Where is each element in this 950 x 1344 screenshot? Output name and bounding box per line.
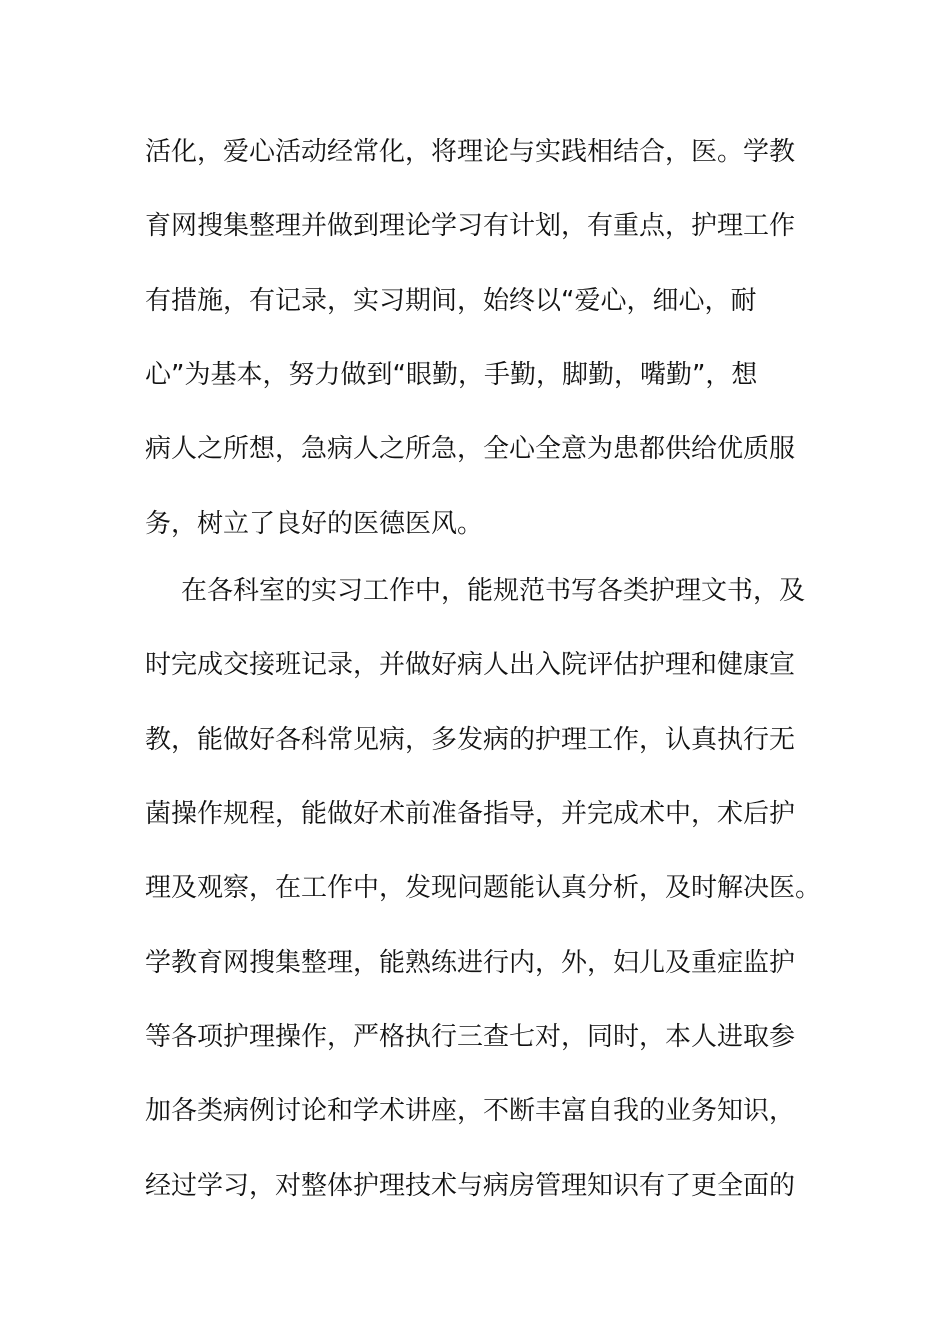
paragraph-line: 学教育网搜集整理，能熟练进行内，外，妇儿及重症监护 <box>145 948 796 978</box>
paragraph-first-line: 在各科室的实习工作中，能规范书写各类护理文书，及 <box>181 576 806 606</box>
paragraph-line: 经过学习，对整体护理技术与病房管理知识有了更全面的 <box>145 1171 796 1201</box>
paragraph-line: 加各类病例讨论和学术讲座，不断丰富自我的业务知识， <box>145 1096 796 1126</box>
paragraph-line: 时完成交接班记录，并做好病人出入院评估护理和健康宣 <box>145 650 796 680</box>
paragraph-line: 病人之所想，急病人之所急，全心全意为患都供给优质服 <box>145 434 796 464</box>
paragraph-line: 活化，爱心活动经常化，将理论与实践相结合，医。学教 <box>145 137 796 167</box>
paragraph-line: 教，能做好各科常见病，多发病的护理工作，认真执行无 <box>145 725 796 755</box>
paragraph-line: 理及观察，在工作中，发现问题能认真分析，及时解决医。 <box>145 873 822 903</box>
paragraph-line: 有措施，有记录，实习期间，始终以“爱心，细心，耐 <box>145 286 757 316</box>
paragraph-line: 心”为基本，努力做到“眼勤，手勤，脚勤，嘴勤”，想 <box>145 360 758 390</box>
paragraph-line: 菌操作规程，能做好术前准备指导，并完成术中，术后护 <box>145 799 796 829</box>
paragraph-line: 育网搜集整理并做到理论学习有计划，有重点，护理工作 <box>145 211 796 241</box>
paragraph-line: 等各项护理操作，严格执行三查七对，同时，本人进取参 <box>145 1022 796 1052</box>
paragraph-line: 务，树立了良好的医德医风。 <box>145 509 484 539</box>
